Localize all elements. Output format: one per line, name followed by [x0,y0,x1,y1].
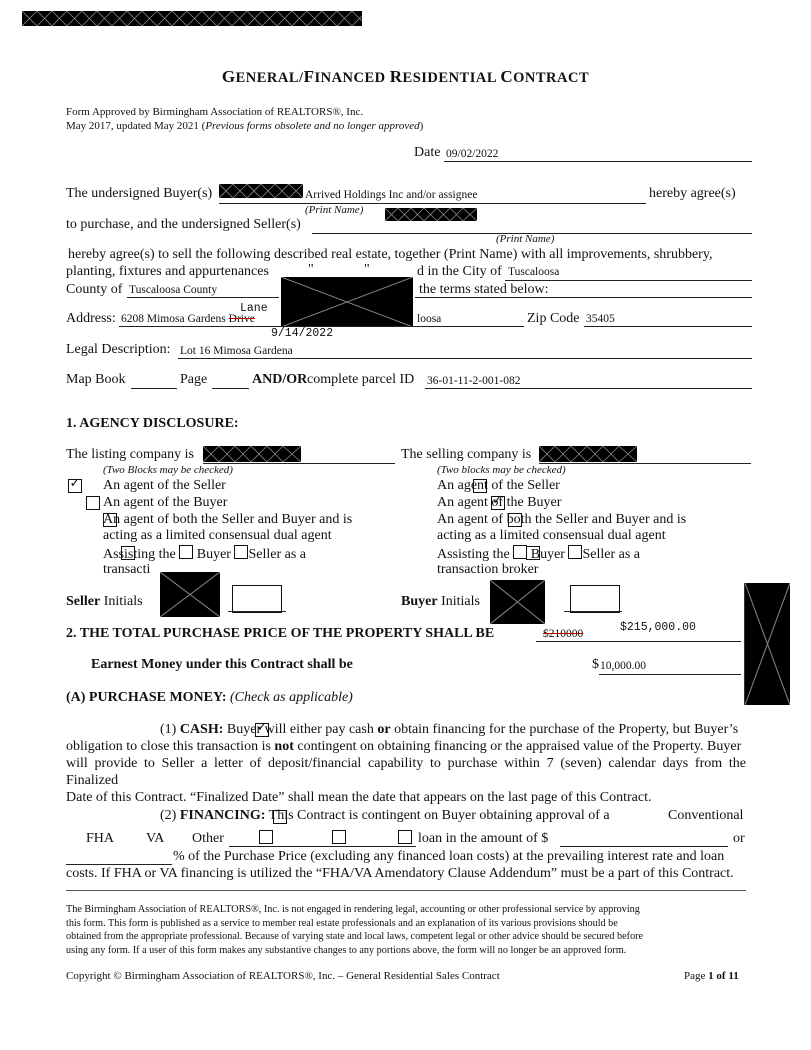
listing-company-label: The listing company is [66,447,194,462]
redacted-block [281,277,413,327]
date-label: Date [414,145,441,160]
sell-text-2: planting, fixtures and appurtenances [66,264,269,279]
quote-mark-2: " [364,262,370,277]
other-label: Other [192,831,224,846]
listing-transact-text: transacti [103,562,151,577]
listing-agent-buyer-checkbox[interactable] [86,496,100,510]
listing-opt-seller: An agent of the Seller [103,478,226,493]
seller-initials-label: Seller Initials [66,594,143,609]
page-number: Page 1 of 11 [684,970,739,982]
selling-opt-seller: An agent of the Seller [437,478,560,493]
percent-text: % of the Purchase Price (excluding any financed loan costs) at the prevailing interest rate and loan [173,849,725,864]
seller-label: to purchase, and the undersigned Seller(s) [66,217,301,232]
listing-assist-buyer-checkbox[interactable] [179,545,193,559]
address-label: Address: [66,311,116,326]
address-correction: Lane [240,302,268,315]
va-checkbox[interactable] [332,830,346,844]
county-value[interactable]: Tuscaloosa County [129,284,218,296]
selling-opt-dual-2: acting as a limited consensual dual agent [437,528,666,543]
parcel-label: complete parcel ID [307,372,415,387]
sell-text-1: hereby agree(s) to sell the following described real estate, together (Print Name) with all improvements, shrubbery, [68,247,713,262]
purchase-price-value[interactable]: $215,000.00 [620,621,696,634]
struck-price: $210000 [543,628,584,640]
form-approved-line: Form Approved by Birmingham Association of REALTORS®, Inc. [66,106,364,118]
selling-assist-seller-checkbox[interactable] [568,545,582,559]
date-value[interactable]: 09/02/2022 [446,148,499,160]
or-text: or [733,831,745,846]
purchase-money-heading: (A) PURCHASE MONEY: (Check as applicable) [66,690,353,705]
redacted-header [22,11,362,26]
buyer-value[interactable]: Arrived Holdings Inc and/or assignee [305,189,478,201]
address-value[interactable]: 6208 Mimosa Gardens Drive [121,313,255,325]
address-city-partial: loosa [417,313,442,325]
financing-line: (2) FINANCING: This Contract is contingent on Buyer obtaining approval of a [160,808,610,823]
correction-date: 9/14/2022 [271,327,334,340]
fha-label: FHA [86,831,115,846]
legal-label: Legal Description: [66,342,171,357]
selling-assist-text: Assisting the Buyer Seller as a [437,547,640,562]
document-title: GENERAL/FINANCED RESIDENTIAL CONTRACT [221,67,590,86]
print-name-note: (Print Name) [305,204,364,216]
quote-mark: " [308,262,314,277]
buyer-label: The undersigned Buyer(s) [66,186,213,201]
listing-assist-text: Assisting the Buyer Seller as a [103,547,306,562]
map-page-label: Page [180,372,208,387]
earnest-value[interactable]: 10,000.00 [600,660,646,672]
earnest-label: Earnest Money under this Contract shall be [91,657,353,672]
conventional-label: Conventional [668,808,744,823]
fha-checkbox[interactable] [259,830,273,844]
andor-text: AND/OR [252,372,308,387]
va-label: VA [146,831,165,846]
redacted-margin-initials [744,583,790,705]
earnest-dollar: $ [592,657,599,672]
selling-assist-buyer-checkbox[interactable] [513,545,527,559]
struck-drive: Drive [228,313,255,325]
selling-opt-dual: An agent of both the Seller and Buyer and is [437,512,687,527]
redacted-seller-name [385,208,477,221]
map-book-label: Map Book [66,372,126,387]
selling-company-label: The selling company is [401,447,532,462]
city-label: d in the City of [417,264,502,279]
legal-value[interactable]: Lot 16 Mimosa Gardena [180,345,293,357]
redacted-buyer-name [219,184,303,198]
redacted-buyer-initials [490,580,545,624]
listing-opt-dual: An agent of both the Seller and Buyer and is [103,512,353,527]
terms-text: the terms stated below: [419,282,549,297]
selling-transact-text: transaction broker [437,562,539,577]
listing-assist-seller-checkbox[interactable] [234,545,248,559]
listing-opt-buyer: An agent of the Buyer [103,495,228,510]
buyer-initials-box[interactable] [570,585,620,613]
print-name-note-2: (Print Name) [496,233,555,245]
form-date-line: May 2017, updated May 2021 (Previous forms obsolete and no longer approved) [66,120,424,132]
seller-initials-box[interactable] [232,585,282,613]
listing-agent-seller-checkbox[interactable] [68,479,82,493]
costs-text: costs. If FHA or VA financing is utilized the “FHA/VA Amendatory Clause Addendum” must be a part of this Contract. [66,866,734,881]
zip-label: Zip Code [527,311,580,326]
loan-amount-label: loan in the amount of $ [418,831,549,846]
selling-opt-buyer: An agent of the Buyer [437,495,562,510]
city-value[interactable]: Tuscaloosa [508,266,560,278]
cash-paragraph: (1) CASH: Buyer will either pay cash or obtain financing for the purchase of the Property, but Buyer’s obligation to close this transaction is not contingent on obtaining financing or the appraised value of the Property. Buyer will provide to Seller a letter of deposit/financial capability to purchase within 7 (seven) calendar days from the Finalized Date of this Contract. “Finalized Date” shall mean the date that appears on the last page of this Contract. [66,722,746,805]
redacted-seller-initials [160,572,220,617]
redacted-selling-company [539,446,637,462]
copyright: Copyright © Birmingham Association of REALTORS®, Inc. – General Residential Sales Contract [66,970,500,982]
listing-opt-dual-2: acting as a limited consensual dual agent [103,528,332,543]
two-blocks-note-left: (Two Blocks may be checked) [103,464,233,476]
agree-text: hereby agree(s) [649,186,736,201]
county-label: County of [66,282,123,297]
parcel-value[interactable]: 36-01-11-2-001-082 [427,375,521,387]
agency-heading: 1. AGENCY DISCLOSURE: [66,416,239,431]
zip-value[interactable]: 35405 [586,313,615,325]
disclaimer: The Birmingham Association of REALTORS®, Inc. is not engaged in rendering legal, accounting or other professional service by approving this form. This form is published as a service to member real estate professionals and an explanation of its various provisions should be obtained from the appropriate professional. Because of varying state and local laws, competent legal or other advice should be secured before using any form. If a user of this form makes any substantive changes to any portions above, the form will no longer be an approved form. [66,904,644,956]
buyer-initials-label: Buyer Initials [401,594,480,609]
other-checkbox[interactable] [398,830,412,844]
price-heading: 2. THE TOTAL PURCHASE PRICE OF THE PROPERTY SHALL BE [66,626,495,641]
two-blocks-note-right: (Two blocks may be checked) [437,464,566,476]
redacted-listing-company [203,446,301,462]
